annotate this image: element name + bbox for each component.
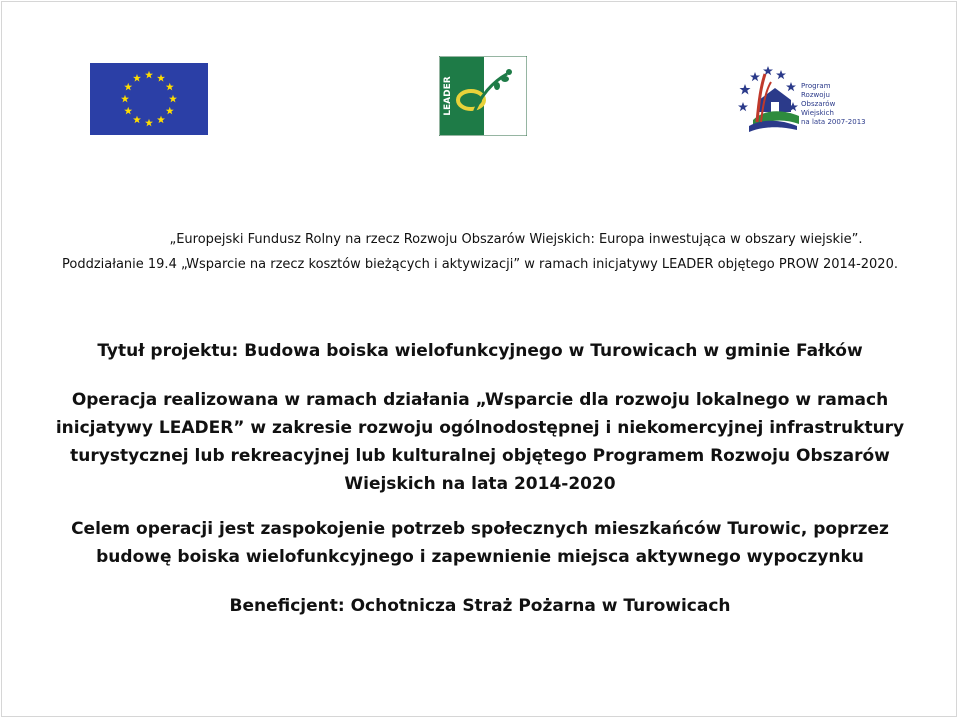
eu-flag-icon: [90, 63, 208, 135]
prow-line: Wiejskich: [801, 109, 834, 117]
operation-goal: [0, 515, 960, 571]
prow-line: na lata 2007-2013: [801, 118, 866, 126]
funding-line-2: Poddziałanie 19.4 „Wsparcie na rzecz kosztów bieżących i aktywizacji” w ramach inicjatywy LEADER objętego PROW 2014-2020.: [62, 257, 898, 272]
operation-line: Wiejskich na lata 2014-2020: [344, 474, 616, 494]
operation-description: [0, 386, 960, 498]
operation-line: Operacja realizowana w ramach działania „Wsparcie dla rozwoju lokalnego w ramach: [71, 390, 889, 410]
leader-logo: [439, 56, 527, 136]
goal-line: Celem operacji jest zaspokojenie potrzeb społecznych mieszkańców Turowic, poprzez: [71, 519, 889, 539]
prow-line: Obszarów: [801, 100, 836, 108]
operation-line: inicjatywy LEADER” w zakresie rozwoju ogólnodostępnej i niekomercyjnej infrastruktury: [55, 418, 905, 438]
prow-logo: [735, 60, 875, 138]
project-title: Tytuł projektu: Budowa boiska wielofunkcyjnego w Turowicach w gminie Fałków: [97, 341, 863, 361]
prow-line: Program: [801, 82, 831, 90]
prow-line: Rozwoju: [801, 91, 830, 99]
operation-line: turystycznej lub rekreacyjnej lub kulturalnej objętego Programem Rozwoju Obszarów: [70, 446, 890, 466]
goal-line: budowę boiska wielofunkcyjnego i zapewnienie miejsca aktywnego wypoczynku: [96, 547, 864, 567]
leader-wordmark: LEADER: [443, 76, 453, 116]
prow-wordmark: [801, 82, 866, 127]
beneficiary: Beneficjent: Ochotnicza Straż Pożarna w Turowicach: [229, 596, 731, 616]
funding-line-1: „Europejski Fundusz Rolny na rzecz Rozwoju Obszarów Wiejskich: Europa inwestująca w obszary wiejskie”.: [169, 232, 863, 247]
